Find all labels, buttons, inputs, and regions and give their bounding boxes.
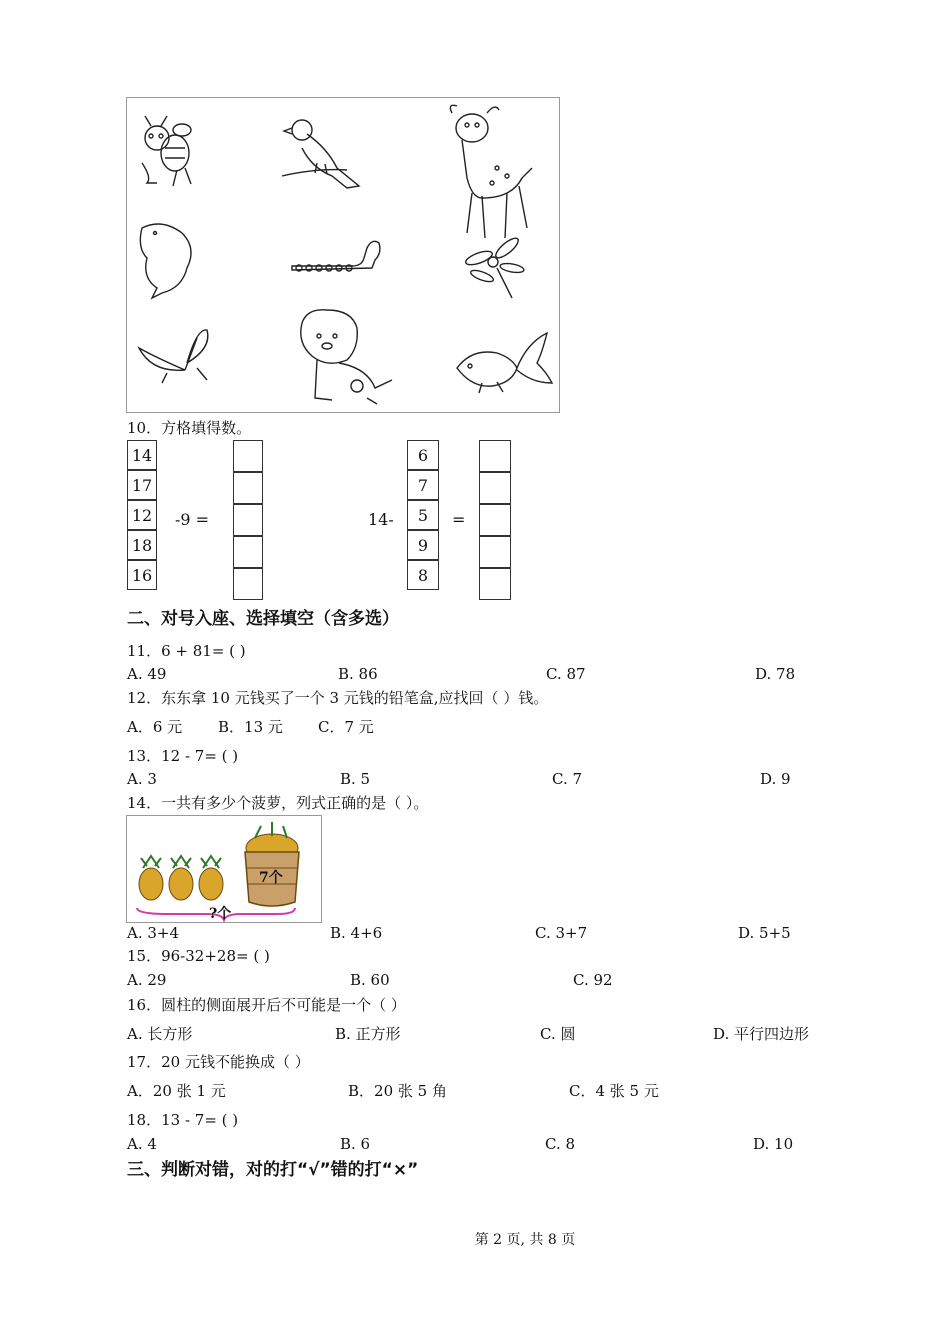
dolphin-icon (140, 224, 191, 298)
question-18: 18．13 - 7= ( ) (127, 1111, 239, 1129)
option-a[interactable]: A. 3 (127, 770, 157, 788)
animal-illustration (126, 97, 560, 413)
total-label: ?个 (209, 906, 232, 922)
question-17: 17．20 元钱不能换成（ ） (127, 1053, 310, 1071)
option-b[interactable]: B. 6 (340, 1135, 371, 1153)
question-10: 10．方格填得数。 (127, 419, 252, 437)
grid-cell: 16 (127, 560, 157, 590)
question-16: 16．圆柱的侧面展开后不可能是一个（ ） (127, 996, 406, 1014)
basket-icon (245, 822, 299, 906)
animal-drawings (127, 98, 559, 412)
grid-cell: 9 (407, 530, 439, 560)
grid-cell: 18 (127, 530, 157, 560)
answer-cell[interactable] (479, 440, 511, 472)
option-b[interactable]: B．20 张 5 角 (348, 1082, 447, 1100)
grid-right-prefix: 14- (368, 510, 394, 529)
grid-right-equals: = (452, 510, 466, 529)
option-c[interactable]: C. 3+7 (535, 924, 588, 942)
option-c[interactable]: C. 圆 (540, 1025, 576, 1043)
option-d[interactable]: D. 5+5 (738, 924, 791, 942)
dragonfly-icon (464, 235, 524, 298)
grid-cell: 6 (407, 440, 439, 470)
grid-left-answers (233, 440, 263, 600)
answer-cell[interactable] (233, 536, 263, 568)
option-a[interactable]: A. 29 (127, 971, 167, 989)
option-a[interactable]: A. 长方形 (127, 1025, 193, 1043)
option-b[interactable]: B. 正方形 (335, 1025, 401, 1043)
option-c[interactable]: C. 92 (573, 971, 613, 989)
grid-cell: 14 (127, 440, 157, 470)
question-14: 14．一共有多少个菠萝，列式正确的是（ ）。 (127, 794, 429, 812)
option-d[interactable]: D. 平行四边形 (713, 1025, 810, 1043)
answer-cell[interactable] (233, 504, 263, 536)
grid-cell: 8 (407, 560, 439, 590)
butterfly-icon (139, 330, 208, 383)
grid-cell: 17 (127, 470, 157, 500)
option-a[interactable]: A. 4 (127, 1135, 157, 1153)
option-d[interactable]: D. 78 (755, 665, 796, 683)
answer-cell[interactable] (479, 504, 511, 536)
answer-cell[interactable] (233, 568, 263, 600)
section-3-heading: 三、判断对错，对的打“√”错的打“×” (127, 1160, 419, 1180)
option-c[interactable]: C. 87 (546, 665, 586, 683)
pineapple-icon (199, 856, 223, 900)
option-d[interactable]: D. 10 (753, 1135, 794, 1153)
grid-cell: 12 (127, 500, 157, 530)
grid-right-column (407, 440, 439, 590)
answer-cell[interactable] (479, 472, 511, 504)
grid-right-answers (479, 440, 511, 600)
question-13: 13．12 - 7= ( ) (127, 747, 239, 765)
bee-icon (142, 116, 191, 186)
answer-cell[interactable] (233, 472, 263, 504)
option-b[interactable]: B. 4+6 (330, 924, 383, 942)
grid-cell: 5 (407, 500, 439, 530)
option-c[interactable]: C．4 张 5 元 (569, 1082, 659, 1100)
section-2-heading: 二、对号入座、选择填空（含多选） (127, 609, 399, 629)
bird-icon (282, 120, 359, 188)
option-c[interactable]: C．7 元 (318, 718, 374, 736)
deer-icon (450, 105, 532, 238)
pineapple-illustration (126, 815, 322, 923)
grid-cell: 7 (407, 470, 439, 500)
option-d[interactable]: D. 9 (760, 770, 791, 788)
option-a[interactable]: A. 49 (127, 665, 167, 683)
option-b[interactable]: B. 86 (338, 665, 378, 683)
option-c[interactable]: C. 8 (545, 1135, 576, 1153)
option-b[interactable]: B. 60 (350, 971, 390, 989)
grid-left-column (127, 440, 157, 590)
pineapple-icon (139, 856, 163, 900)
option-a[interactable]: A．20 张 1 元 (127, 1082, 226, 1100)
page-footer: 第 2 页, 共 8 页 (474, 1232, 576, 1248)
question-11: 11．6 + 81= ( ) (127, 642, 246, 660)
pineapple-icon (169, 856, 193, 900)
option-a[interactable]: A. 3+4 (127, 924, 180, 942)
question-15: 15．96-32+28= ( ) (127, 947, 270, 965)
goldfish-icon (457, 333, 552, 393)
option-c[interactable]: C. 7 (552, 770, 583, 788)
option-b[interactable]: B．13 元 (218, 718, 283, 736)
answer-cell[interactable] (479, 536, 511, 568)
answer-cell[interactable] (479, 568, 511, 600)
answer-cell[interactable] (233, 440, 263, 472)
puppy-icon (301, 310, 392, 404)
basket-label: 7个 (259, 870, 283, 886)
caterpillar-icon (292, 241, 380, 271)
option-a[interactable]: A．6 元 (127, 718, 183, 736)
question-12: 12．东东拿 10 元钱买了一个 3 元钱的铅笔盒,应找回（ ）钱。 (127, 689, 549, 707)
option-b[interactable]: B. 5 (340, 770, 371, 788)
grid-left-operation: -9 = (175, 510, 210, 529)
